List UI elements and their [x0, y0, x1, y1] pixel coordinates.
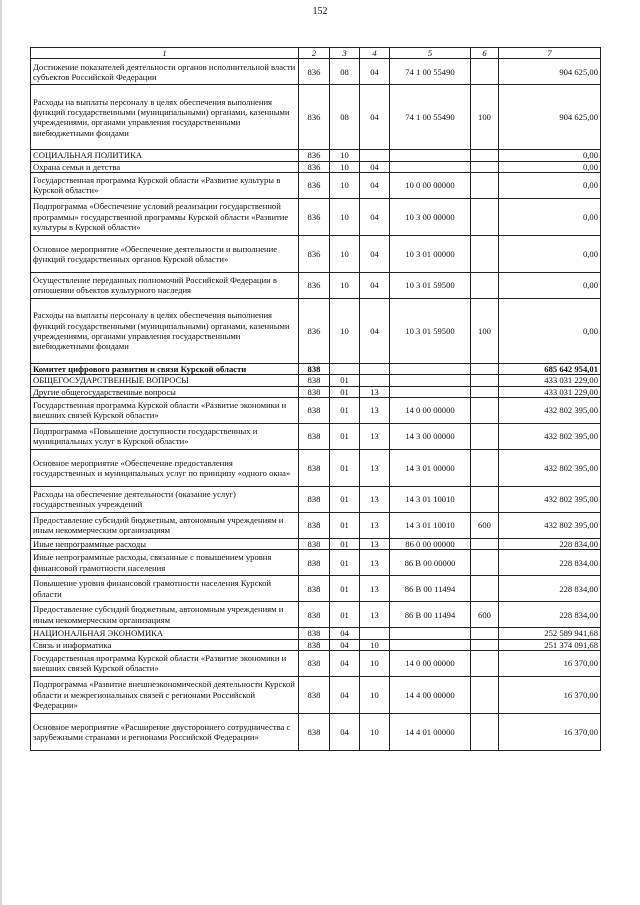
row-name-cell: Подпрограмма «Обеспечение условий реализации государственной программы» государственной программы Курской области «Развитие культуры в Курской области» — [31, 198, 299, 235]
row-name-cell: Основное мероприятие «Расширение двустороннего сотрудничества с зарубежными странами и регионами Российской Федерации» — [31, 713, 299, 750]
section-code-cell: 04 — [330, 628, 360, 639]
expense-type-cell — [471, 375, 499, 386]
subsection-code-cell: 13 — [360, 486, 390, 512]
ved-code-cell: 836 — [299, 198, 330, 235]
section-code-cell: 08 — [330, 59, 360, 85]
subsection-code-cell: 10 — [360, 639, 390, 650]
subsection-code-cell: 04 — [360, 172, 390, 198]
amount-cell: 228 834,00 — [499, 576, 601, 602]
ved-code-cell: 836 — [299, 161, 330, 172]
target-article-cell: 14 3 00 00000 — [390, 423, 471, 449]
subsection-code-cell — [360, 375, 390, 386]
row-name-cell: Повышение уровня финансовой грамотности населения Курской области — [31, 576, 299, 602]
target-article-cell: 10 3 01 00000 — [390, 235, 471, 272]
amount-cell: 0,00 — [499, 272, 601, 298]
table-row — [31, 676, 601, 713]
section-code-cell: 01 — [330, 512, 360, 538]
row-name-cell: ОБЩЕГОСУДАРСТВЕННЫЕ ВОПРОСЫ — [31, 375, 299, 386]
table-row — [31, 628, 601, 639]
ved-code-cell: 838 — [299, 423, 330, 449]
scan-edge — [0, 0, 2, 905]
section-code-cell: 01 — [330, 386, 360, 397]
section-code-cell: 10 — [330, 161, 360, 172]
expense-type-cell: 600 — [471, 602, 499, 628]
row-name-cell: Основное мероприятие «Обеспечение деятельности и выполнение функций государственных органов Курской области» — [31, 235, 299, 272]
header-col-3: 3 — [330, 48, 360, 59]
expense-type-cell — [471, 538, 499, 549]
table-row — [31, 512, 601, 538]
section-code-cell: 01 — [330, 486, 360, 512]
expense-type-cell — [471, 161, 499, 172]
table-row — [31, 386, 601, 397]
target-article-cell — [390, 363, 471, 374]
expense-type-cell: 100 — [471, 298, 499, 363]
header-row — [31, 48, 601, 59]
table-row — [31, 602, 601, 628]
expense-type-cell — [471, 576, 499, 602]
section-code-cell: 10 — [330, 272, 360, 298]
table-row — [31, 198, 601, 235]
row-name-cell: Расходы на выплаты персоналу в целях обеспечения выполнения функций государственными (муниципальными) органами, казенными учреждениями, органами управления государственными внебюджетными фондами — [31, 85, 299, 150]
subsection-code-cell: 04 — [360, 298, 390, 363]
ved-code-cell: 838 — [299, 713, 330, 750]
amount-cell: 228 834,00 — [499, 602, 601, 628]
amount-cell: 904 625,00 — [499, 59, 601, 85]
ved-code-cell: 836 — [299, 172, 330, 198]
expense-type-cell: 600 — [471, 512, 499, 538]
amount-cell: 0,00 — [499, 161, 601, 172]
amount-cell: 0,00 — [499, 298, 601, 363]
expense-type-cell — [471, 363, 499, 374]
header-col-1: 1 — [31, 48, 299, 59]
row-name-cell: Государственная программа Курской области «Развитие экономики и внешних связей Курской области» — [31, 650, 299, 676]
target-article-cell: 74 1 00 55490 — [390, 85, 471, 150]
target-article-cell: 10 3 00 00000 — [390, 198, 471, 235]
amount-cell: 432 802 395,00 — [499, 512, 601, 538]
table-row — [31, 576, 601, 602]
table-row — [31, 550, 601, 576]
section-code-cell — [330, 363, 360, 374]
target-article-cell — [390, 639, 471, 650]
subsection-code-cell: 04 — [360, 161, 390, 172]
target-article-cell: 14 4 01 00000 — [390, 713, 471, 750]
amount-cell: 433 031 229,00 — [499, 386, 601, 397]
target-article-cell — [390, 150, 471, 161]
expense-type-cell — [471, 235, 499, 272]
header-col-6: 6 — [471, 48, 499, 59]
target-article-cell — [390, 161, 471, 172]
row-name-cell: Осуществление переданных полномочий Российской Федерации в отношении объектов культурного наследия — [31, 272, 299, 298]
table-row — [31, 713, 601, 750]
table-row — [31, 397, 601, 423]
header-col-4: 4 — [360, 48, 390, 59]
row-name-cell: Государственная программа Курской области «Развитие культуры в Курской области» — [31, 172, 299, 198]
amount-cell: 16 370,00 — [499, 650, 601, 676]
table-row — [31, 272, 601, 298]
header-col-7: 7 — [499, 48, 601, 59]
expense-type-cell — [471, 150, 499, 161]
target-article-cell — [390, 628, 471, 639]
subsection-code-cell — [360, 150, 390, 161]
amount-cell: 433 031 229,00 — [499, 375, 601, 386]
target-article-cell: 14 4 00 00000 — [390, 676, 471, 713]
header-col-2: 2 — [299, 48, 330, 59]
section-code-cell: 01 — [330, 375, 360, 386]
amount-cell: 0,00 — [499, 172, 601, 198]
target-article-cell: 14 3 01 00000 — [390, 449, 471, 486]
row-name-cell: Государственная программа Курской области «Развитие экономики и внешних связей Курской области» — [31, 397, 299, 423]
table-row — [31, 172, 601, 198]
target-article-cell: 86 В 00 00000 — [390, 550, 471, 576]
ved-code-cell: 836 — [299, 235, 330, 272]
ved-code-cell: 838 — [299, 676, 330, 713]
amount-cell: 904 625,00 — [499, 85, 601, 150]
expense-type-cell: 100 — [471, 85, 499, 150]
ved-code-cell: 838 — [299, 375, 330, 386]
row-name-cell: Расходы на обеспечение деятельности (оказание услуг) государственных учреждений — [31, 486, 299, 512]
section-code-cell: 04 — [330, 713, 360, 750]
subsection-code-cell: 04 — [360, 59, 390, 85]
ved-code-cell: 836 — [299, 298, 330, 363]
ved-code-cell: 838 — [299, 602, 330, 628]
subsection-code-cell: 13 — [360, 386, 390, 397]
table-row — [31, 235, 601, 272]
row-name-cell: Подпрограмма «Развитие внешнеэкономической деятельности Курской области и межрегиональных связей с регионами Российской Федерации» — [31, 676, 299, 713]
row-name-cell: Комитет цифрового развития и связи Курской области — [31, 363, 299, 374]
table-row — [31, 486, 601, 512]
ved-code-cell: 838 — [299, 386, 330, 397]
section-code-cell: 01 — [330, 538, 360, 549]
header-col-5: 5 — [390, 48, 471, 59]
budget-table — [30, 47, 601, 751]
subsection-code-cell: 13 — [360, 550, 390, 576]
section-code-cell: 01 — [330, 576, 360, 602]
section-code-cell: 08 — [330, 85, 360, 150]
ved-code-cell: 838 — [299, 628, 330, 639]
section-code-cell: 01 — [330, 449, 360, 486]
subsection-code-cell: 04 — [360, 198, 390, 235]
ved-code-cell: 838 — [299, 363, 330, 374]
row-name-cell: Другие общегосударственные вопросы — [31, 386, 299, 397]
section-code-cell: 04 — [330, 676, 360, 713]
expense-type-cell — [471, 676, 499, 713]
expense-type-cell — [471, 486, 499, 512]
amount-cell: 228 834,00 — [499, 550, 601, 576]
amount-cell: 0,00 — [499, 150, 601, 161]
subsection-code-cell: 13 — [360, 512, 390, 538]
amount-cell: 0,00 — [499, 235, 601, 272]
target-article-cell: 14 3 01 10010 — [390, 512, 471, 538]
ved-code-cell: 838 — [299, 486, 330, 512]
table-row — [31, 538, 601, 549]
subsection-code-cell: 04 — [360, 235, 390, 272]
expense-type-cell — [471, 639, 499, 650]
table-row — [31, 363, 601, 374]
table-row — [31, 375, 601, 386]
ved-code-cell: 836 — [299, 150, 330, 161]
row-name-cell: СОЦИАЛЬНАЯ ПОЛИТИКА — [31, 150, 299, 161]
target-article-cell: 10 0 00 00000 — [390, 172, 471, 198]
ved-code-cell: 838 — [299, 512, 330, 538]
table-row — [31, 150, 601, 161]
section-code-cell: 01 — [330, 397, 360, 423]
amount-cell: 228 834,00 — [499, 538, 601, 549]
table-row — [31, 423, 601, 449]
target-article-cell: 14 3 01 10010 — [390, 486, 471, 512]
section-code-cell: 01 — [330, 550, 360, 576]
section-code-cell: 01 — [330, 423, 360, 449]
subsection-code-cell: 13 — [360, 449, 390, 486]
ved-code-cell: 836 — [299, 272, 330, 298]
ved-code-cell: 838 — [299, 449, 330, 486]
ved-code-cell: 838 — [299, 550, 330, 576]
table-body — [31, 59, 601, 751]
section-code-cell: 04 — [330, 650, 360, 676]
amount-cell: 685 642 954,01 — [499, 363, 601, 374]
row-name-cell: Иные непрограммные расходы — [31, 538, 299, 549]
subsection-code-cell: 10 — [360, 676, 390, 713]
row-name-cell: НАЦИОНАЛЬНАЯ ЭКОНОМИКА — [31, 628, 299, 639]
amount-cell: 252 589 941,68 — [499, 628, 601, 639]
amount-cell: 432 802 395,00 — [499, 449, 601, 486]
ved-code-cell: 836 — [299, 85, 330, 150]
row-name-cell: Предоставление субсидий бюджетным, автономным учреждениям и иным некоммерческим организациям — [31, 602, 299, 628]
table-row — [31, 449, 601, 486]
target-article-cell: 86 0 00 00000 — [390, 538, 471, 549]
expense-type-cell — [471, 198, 499, 235]
target-article-cell — [390, 386, 471, 397]
table-row — [31, 59, 601, 85]
row-name-cell: Связь и информатика — [31, 639, 299, 650]
table-row — [31, 639, 601, 650]
subsection-code-cell: 04 — [360, 272, 390, 298]
target-article-cell: 10 3 01 59500 — [390, 298, 471, 363]
amount-cell: 251 374 091,68 — [499, 639, 601, 650]
ved-code-cell: 838 — [299, 576, 330, 602]
table-row — [31, 650, 601, 676]
amount-cell: 432 802 395,00 — [499, 423, 601, 449]
section-code-cell: 10 — [330, 150, 360, 161]
target-article-cell: 86 В 00 11494 — [390, 602, 471, 628]
amount-cell: 16 370,00 — [499, 676, 601, 713]
expense-type-cell — [471, 550, 499, 576]
expense-type-cell — [471, 449, 499, 486]
section-code-cell: 10 — [330, 172, 360, 198]
row-name-cell: Охрана семьи и детства — [31, 161, 299, 172]
expense-type-cell — [471, 423, 499, 449]
row-name-cell: Основное мероприятие «Обеспечение предоставления государственных и муниципальных услуг по принципу «одного окна» — [31, 449, 299, 486]
subsection-code-cell: 13 — [360, 602, 390, 628]
target-article-cell — [390, 375, 471, 386]
subsection-code-cell: 13 — [360, 538, 390, 549]
target-article-cell: 74 1 00 55490 — [390, 59, 471, 85]
ved-code-cell: 838 — [299, 639, 330, 650]
expense-type-cell — [471, 650, 499, 676]
expense-type-cell — [471, 397, 499, 423]
amount-cell: 432 802 395,00 — [499, 397, 601, 423]
page-number: 152 — [312, 6, 328, 17]
row-name-cell: Иные непрограммные расходы, связанные с повышением уровня финансовой грамотности населения — [31, 550, 299, 576]
target-article-cell: 10 3 01 59500 — [390, 272, 471, 298]
expense-type-cell — [471, 272, 499, 298]
expense-type-cell — [471, 713, 499, 750]
expense-type-cell — [471, 172, 499, 198]
section-code-cell: 01 — [330, 602, 360, 628]
subsection-code-cell: 10 — [360, 650, 390, 676]
section-code-cell: 10 — [330, 235, 360, 272]
row-name-cell: Подпрограмма «Повышение доступности государственных и муниципальных услуг в Курской области» — [31, 423, 299, 449]
table-row — [31, 161, 601, 172]
table-row — [31, 85, 601, 150]
section-code-cell: 10 — [330, 298, 360, 363]
ved-code-cell: 838 — [299, 538, 330, 549]
subsection-code-cell: 04 — [360, 85, 390, 150]
amount-cell: 16 370,00 — [499, 713, 601, 750]
row-name-cell: Достижение показателей деятельности органов исполнительной власти субъектов Российской Федерации — [31, 59, 299, 85]
ved-code-cell: 836 — [299, 59, 330, 85]
ved-code-cell: 838 — [299, 397, 330, 423]
amount-cell: 0,00 — [499, 198, 601, 235]
target-article-cell: 14 0 00 00000 — [390, 397, 471, 423]
ved-code-cell: 838 — [299, 650, 330, 676]
subsection-code-cell: 13 — [360, 576, 390, 602]
subsection-code-cell — [360, 628, 390, 639]
subsection-code-cell — [360, 363, 390, 374]
row-name-cell: Предоставление субсидий бюджетным, автономным учреждениям и иным некоммерческим организациям — [31, 512, 299, 538]
section-code-cell: 04 — [330, 639, 360, 650]
target-article-cell: 86 В 00 11494 — [390, 576, 471, 602]
target-article-cell: 14 0 00 00000 — [390, 650, 471, 676]
subsection-code-cell: 13 — [360, 423, 390, 449]
subsection-code-cell: 13 — [360, 397, 390, 423]
expense-type-cell — [471, 628, 499, 639]
table-row — [31, 298, 601, 363]
expense-type-cell — [471, 386, 499, 397]
row-name-cell: Расходы на выплаты персоналу в целях обеспечения выполнения функций государственными (муниципальными) органами, казенными учреждениями, органами управления государственными внебюджетными фондами — [31, 298, 299, 363]
section-code-cell: 10 — [330, 198, 360, 235]
subsection-code-cell: 10 — [360, 713, 390, 750]
expense-type-cell — [471, 59, 499, 85]
amount-cell: 432 802 395,00 — [499, 486, 601, 512]
